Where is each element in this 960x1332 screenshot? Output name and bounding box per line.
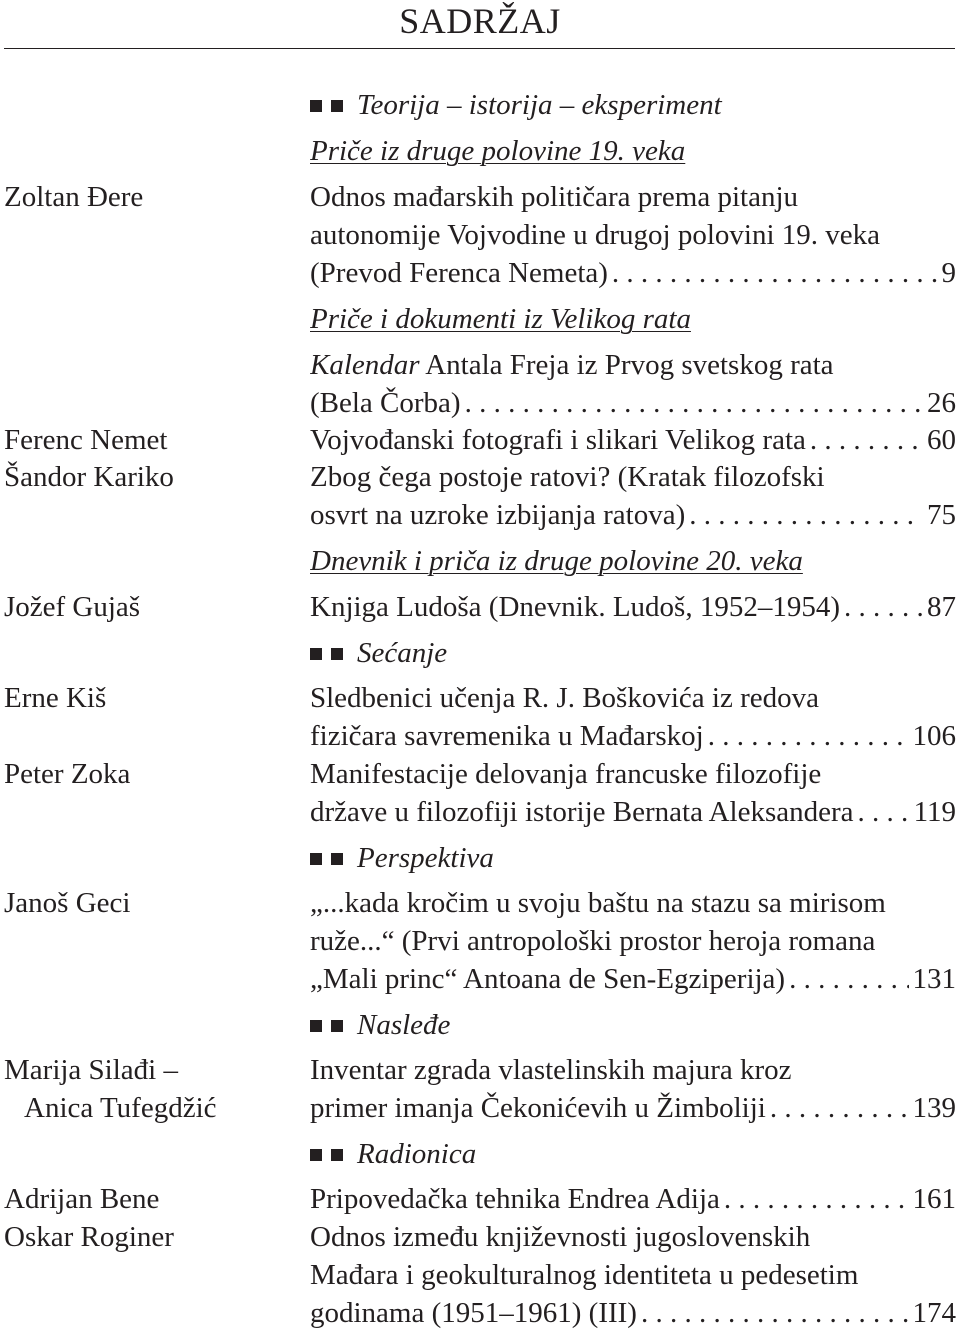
page-number: 26 xyxy=(927,387,956,419)
dot-leader xyxy=(465,384,923,422)
subsection-heading: Dnevnik i priča iz druge polovine 20. veka xyxy=(310,545,803,577)
dot-leader xyxy=(770,1089,909,1127)
dot-leader xyxy=(708,717,909,755)
page-number: 87 xyxy=(927,591,956,623)
section-title: Radionica xyxy=(357,1138,477,1170)
page-number: 174 xyxy=(912,1297,956,1329)
dot-leader xyxy=(858,793,910,831)
toc-entry-line xyxy=(310,1294,956,1332)
toc-entry-line xyxy=(310,254,956,292)
toc-entry-line xyxy=(310,1180,956,1218)
entry-author: Jožef Gujaš xyxy=(4,591,141,623)
entry-title-line: Kalendar Antala Freja iz Prvog svetskog rata xyxy=(310,349,834,381)
entry-author: Šandor Kariko xyxy=(4,461,174,493)
page-number: 60 xyxy=(927,424,956,456)
dot-leader xyxy=(689,496,923,534)
square-bullet-icon xyxy=(310,100,322,112)
page-number: 139 xyxy=(912,1092,956,1124)
subsection-heading: Priče iz druge polovine 19. veka xyxy=(310,135,686,167)
entry-title-line: autonomije Vojvodine u drugoj polovini 19. veka xyxy=(310,219,881,251)
entry-title-line: države u filozofiji istorije Bernata Aleksandera xyxy=(310,796,854,828)
toc-entry-line xyxy=(310,588,956,626)
entry-title-line: Mađara i geokulturalnog identiteta u pedesetim xyxy=(310,1259,859,1291)
entry-title-line: fizičara savremenika u Mađarskoj xyxy=(310,720,704,752)
section-heading-teorija xyxy=(310,86,956,124)
toc-entry-line xyxy=(310,960,956,998)
toc-entry-line xyxy=(310,384,956,422)
section-title: Nasleđe xyxy=(357,1009,451,1041)
entry-title-line: Sledbenici učenja R. J. Boškovića iz redova xyxy=(310,682,819,714)
square-bullet-icon xyxy=(331,1020,343,1032)
square-bullet-icon xyxy=(331,100,343,112)
entry-title-line: Manifestacije delovanja francuske filozofije xyxy=(310,758,822,790)
dot-leader xyxy=(810,421,923,459)
square-bullet-icon xyxy=(310,1020,322,1032)
dot-leader xyxy=(724,1180,909,1218)
toc-entry-line xyxy=(310,717,956,755)
toc-entry-line xyxy=(310,421,956,459)
square-bullet-icon xyxy=(310,1149,322,1161)
entry-title-line: Inventar zgrada vlastelinskih majura kroz xyxy=(310,1054,792,1086)
entry-title-line: Vojvođanski fotografi i slikari Velikog rata xyxy=(310,424,806,456)
square-bullet-icon xyxy=(331,648,343,660)
dot-leader xyxy=(612,254,938,292)
dot-leader xyxy=(789,960,908,998)
page-number: 9 xyxy=(941,257,956,289)
entry-title-line: godinama (1951–1961) (III) xyxy=(310,1297,637,1329)
entry-title-line: „Mali princ“ Antoana de Sen-Egziperija) xyxy=(310,963,786,995)
entry-title-line: Odnos mađarskih političara prema pitanju xyxy=(310,181,799,213)
entry-title-line: Odnos između književnosti jugoslovenskih xyxy=(310,1221,811,1253)
section-heading-perspektiva xyxy=(310,839,956,877)
entry-title-line: „...kada kročim u svoju baštu na stazu sa mirisom xyxy=(310,887,886,919)
page-number: 75 xyxy=(927,499,956,531)
entry-author: Anica Tufegdžić xyxy=(24,1092,217,1124)
toc-entry-line xyxy=(310,793,956,831)
entry-title-line: (Bela Čorba) xyxy=(310,387,461,419)
entry-title-line: osvrt na uzroke izbijanja ratova) xyxy=(310,499,686,531)
section-title: Sećanje xyxy=(357,637,448,669)
dot-leader xyxy=(641,1294,909,1332)
entry-title-line: Zbog čega postoje ratovi? (Kratak filozofski xyxy=(310,461,825,493)
entry-author: Peter Zoka xyxy=(4,758,131,790)
section-title: Teorija – istorija – eksperiment xyxy=(357,89,722,121)
section-heading-radionica xyxy=(310,1135,956,1173)
square-bullet-icon xyxy=(310,853,322,865)
entry-author: Adrijan Bene xyxy=(4,1183,160,1215)
section-heading-secanje xyxy=(310,634,956,672)
entry-title-line: (Prevod Ferenca Nemeta) xyxy=(310,257,608,289)
entry-title-line: Pripovedačka tehnika Endrea Adija xyxy=(310,1183,720,1215)
entry-author: Ferenc Nemet xyxy=(4,424,168,456)
entry-author: Zoltan Đere xyxy=(4,181,144,213)
entry-author: Oskar Roginer xyxy=(4,1221,174,1253)
dot-leader xyxy=(844,588,923,626)
page-title: SADRŽAJ xyxy=(399,1,561,41)
section-title: Perspektiva xyxy=(357,842,494,874)
square-bullet-icon xyxy=(310,648,322,660)
entry-title-line: primer imanja Čekonićevih u Žimboliji xyxy=(310,1092,766,1124)
page-number: 119 xyxy=(913,796,956,828)
page-number: 106 xyxy=(912,720,956,752)
toc-entry-line xyxy=(310,496,956,534)
toc-entry-line xyxy=(310,1089,956,1127)
square-bullet-icon xyxy=(331,853,343,865)
entry-author: Janoš Geci xyxy=(4,887,131,919)
title-divider xyxy=(4,48,955,49)
page-number: 131 xyxy=(912,963,956,995)
section-heading-nasledje xyxy=(310,1006,956,1044)
entry-title-line: Knjiga Ludoša (Dnevnik. Ludoš, 1952–1954) xyxy=(310,591,840,623)
square-bullet-icon xyxy=(331,1149,343,1161)
entry-author: Marija Silađi – xyxy=(4,1054,178,1086)
subsection-heading: Priče i dokumenti iz Velikog rata xyxy=(310,303,691,335)
entry-title-line: ruže...“ (Prvi antropološki prostor heroja romana xyxy=(310,925,876,957)
page-number: 161 xyxy=(912,1183,956,1215)
entry-author: Erne Kiš xyxy=(4,682,107,714)
